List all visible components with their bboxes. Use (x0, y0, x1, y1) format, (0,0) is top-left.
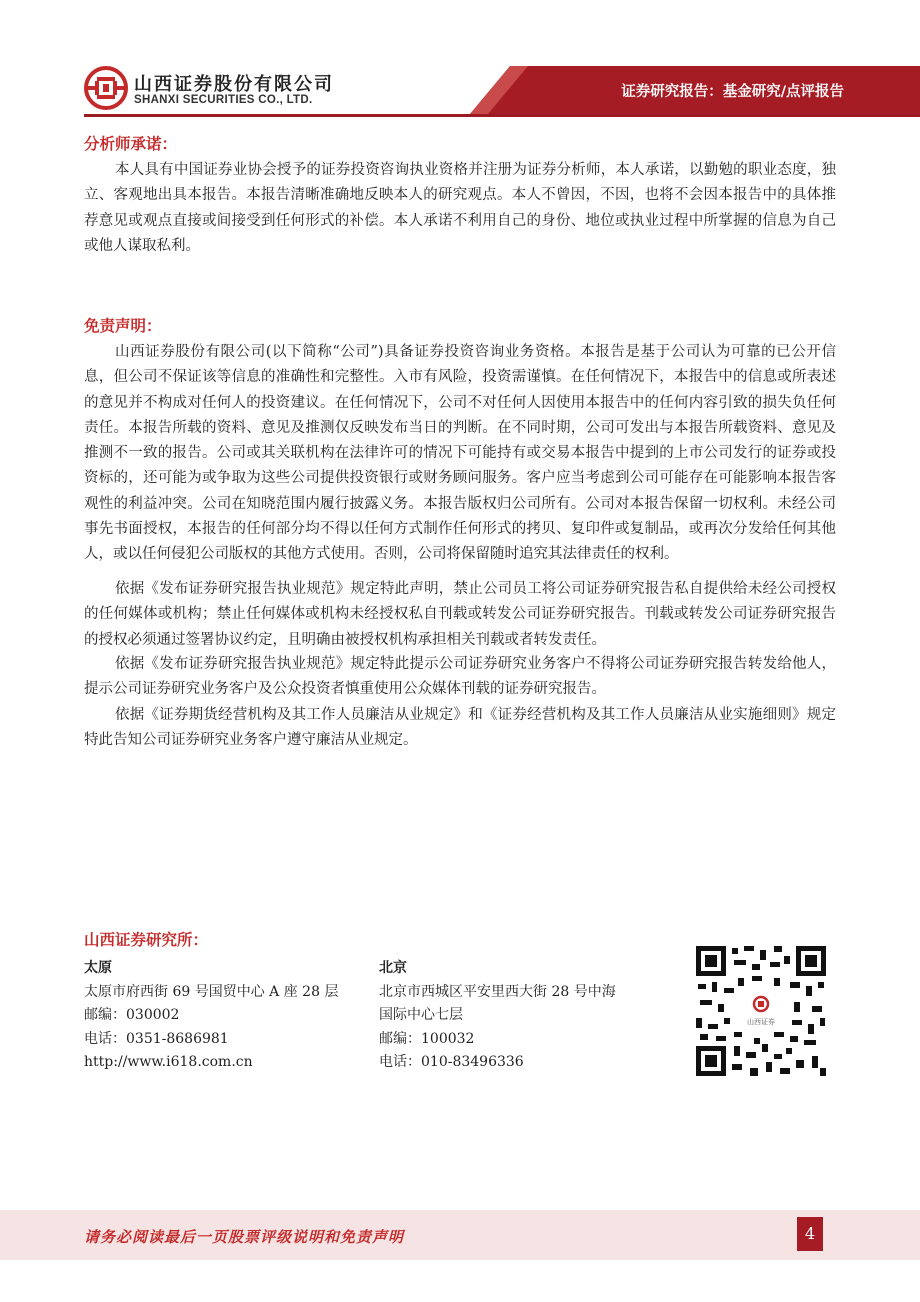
beijing-phone: 电话：010-83496336 (379, 1054, 524, 1070)
taiyuan-address: 太原市府西街 69 号国贸中心 A 座 28 层 (84, 983, 339, 1000)
disclaimer-paragraph: 依据《发布证券研究报告执业规范》规定特此提示公司证券研究业务客户不得将公司证券研究报告转发给他人，提示公司证券研究业务客户及公众投资者慎重使用公众媒体刊载的证券研究报告。 (84, 656, 836, 698)
beijing-postcode: 邮编：100032 (379, 1030, 475, 1047)
taiyuan-city: 太原 (84, 960, 112, 976)
taiyuan-phone: 电话：0351-8686981 (84, 1030, 229, 1047)
taiyuan-website-link[interactable]: http://www.i618.com.cn (84, 1054, 253, 1070)
beijing-city: 北京 (379, 960, 407, 976)
qr-label: 山西证券 (747, 1018, 775, 1026)
disclaimer-paragraph: 依据《证券期货经营机构及其工作人员廉洁从业规定》和《证券经营机构及其工作人员廉洁从业实施细则》规定特此告知公司证券研究业务客户遵守廉洁从业规定。 (84, 707, 836, 749)
beijing-address-line1: 北京市西城区平安里西大街 28 号中海 (379, 983, 616, 1000)
qr-code-icon (694, 944, 828, 1078)
disclaimer-paragraph: 依据《发布证券研究报告执业规范》规定特此声明，禁止公司员工将公司证券研究报告私自提供给未经公司授权的任何媒体或机构；禁止任何媒体或机构未经授权私自刊载或转发公司证券研究报告。刊载或转发公司证券研究报告的授权必须通过签署协议约定，且明确由被授权机构承担相关刊载或者转发责任。 (84, 581, 836, 648)
company-name-en: SHANXI SECURITIES CO., LTD. (134, 94, 313, 106)
taiyuan-postcode: 邮编：030002 (84, 1007, 180, 1023)
disclaimer-paragraph: 山西证券股份有限公司(以下简称“公司”)具备证券投资咨询业务资格。本报告是基于公司认为可靠的已公开信息，但公司不保证该等信息的准确性和完整性。入市有风险，投资需谨慎。在任何情况下，本报告中的信息或所表述的意见并不构成对任何人的投资建议。在任何情况下，公司不对任何人因使用本报告中的任何内容引致的损失负任何责任。本报告所载的资料、意见及推测仅反映发布当日的判断。在不同时期，公司可发出与本报告所载资料、意见及推测不一致的报告。公司或其关联机构在法律许可的情况下可能持有或交易本报告中提到的上市公司发行的证券或投资标的，还可能为或争取为这些公司提供投资银行或财务顾问服务。客户应当考虑到公司可能存在可能影响本报告客观性的利益冲突。公司在知晓范围内履行披露义务。本报告版权归公司所有。公司对本报告保留一切权利。未经公司事先书面授权，本报告的任何部分均不得以任何方式制作任何形式的拷贝、复印件或复制品，或再次分发给任何其他人，或以任何侵犯公司版权的其他方式使用。否则，公司将保留随时追究其法律责任的权利。 (84, 344, 836, 563)
section-title-institute: 山西证券研究所： (84, 931, 209, 949)
section-title-disclaimer: 免责声明： (84, 317, 162, 335)
page-number: 4 (797, 1217, 823, 1251)
page-header (0, 0, 920, 118)
header-divider (84, 114, 920, 117)
beijing-address-line2: 国际中心七层 (379, 1007, 463, 1023)
analyst-pledge-paragraph: 本人具有中国证券业协会授予的证券投资咨询执业资格并注册为证券分析师，本人承诺，以勤勉的职业态度，独立、客观地出具本报告。本报告清晰准确地反映本人的研究观点。本人不曾因，不因，也将不会因本报告中的具体推荐意见或观点直接或间接受到任何形式的补偿。本人承诺不利用自己的身份、地位或执业过程中所掌握的信息为自己或他人谋取私利。 (84, 162, 836, 254)
section-title-analyst-pledge: 分析师承诺： (84, 135, 178, 153)
report-type-label: 证券研究报告：基金研究/点评报告 (621, 84, 844, 100)
beijing-contact (379, 957, 616, 1075)
company-name-cn: 山西证券股份有限公司 (134, 74, 334, 95)
company-logo-icon (84, 66, 128, 110)
taiyuan-contact (84, 957, 338, 1075)
footer-notice: 请务必阅读最后一页股票评级说明和免责声明 (84, 1228, 405, 1246)
